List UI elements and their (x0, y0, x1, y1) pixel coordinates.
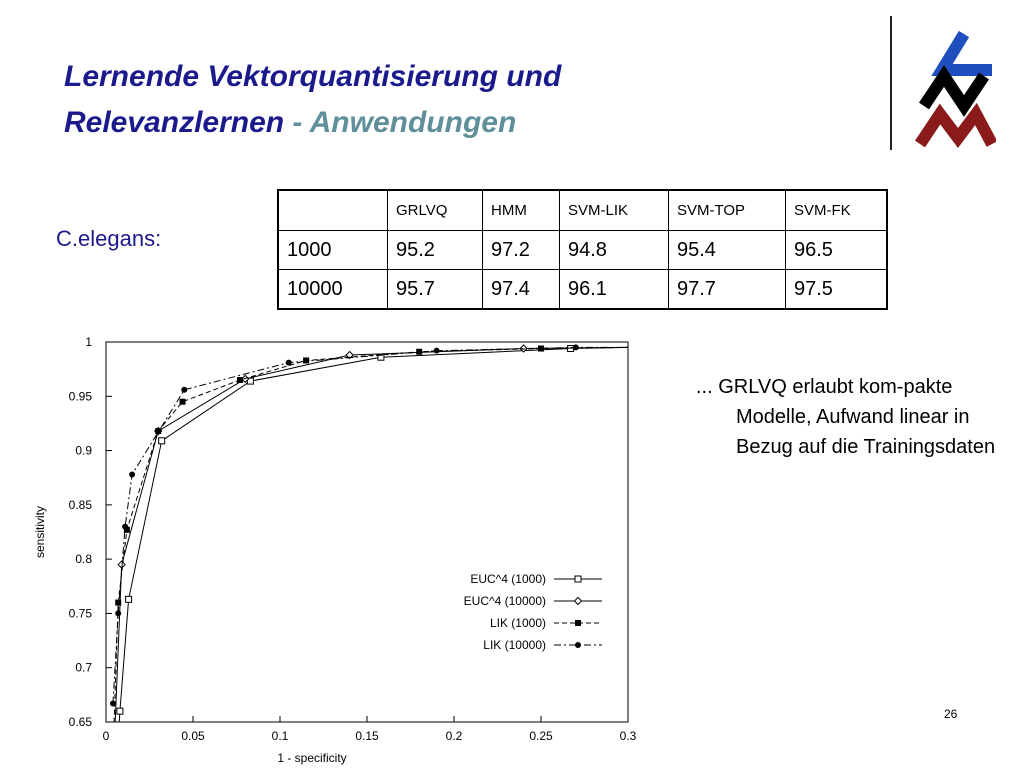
series-line (113, 347, 628, 703)
y-tick-label: 1 (85, 335, 92, 349)
data-point (115, 600, 121, 606)
data-point (122, 524, 128, 530)
data-point (126, 596, 132, 602)
data-point (110, 701, 116, 707)
table-cell: 97.7 (669, 270, 786, 310)
series-line (113, 347, 628, 766)
data-point (115, 610, 121, 616)
data-point (159, 438, 165, 444)
y-tick-label: 0.95 (68, 389, 92, 404)
series-line (113, 347, 628, 766)
data-point (181, 387, 187, 393)
x-tick-label: 0.15 (355, 729, 379, 743)
table-header-cell: SVM-TOP (669, 190, 786, 231)
series-line (113, 347, 628, 754)
table-header-cell (278, 190, 388, 231)
table-cell: 1000 (278, 231, 388, 270)
legend-label: LIK (10000) (483, 638, 546, 652)
data-point (286, 360, 292, 366)
y-axis-label: sensitivity (33, 505, 47, 559)
note-paragraph: ... GRLVQ erlaubt kom-pakte Modelle, Aufwand linear in Bezug auf die Trainingsdaten (696, 376, 996, 458)
table-cell: 97.5 (786, 270, 888, 310)
table-header-cell: HMM (483, 190, 560, 231)
y-tick-label: 0.8 (75, 552, 92, 567)
dataset-label: C.elegans: (56, 226, 162, 251)
x-tick-label: 0.25 (529, 729, 553, 743)
table-header-cell: SVM-LIK (560, 190, 669, 231)
x-tick-label: 0.05 (181, 729, 205, 743)
y-tick-label: 0.65 (68, 715, 92, 729)
y-tick-label: 0.85 (68, 497, 92, 512)
y-tick-label: 0.75 (68, 606, 92, 621)
roc-chart (24, 330, 644, 766)
x-tick-label: 0 (102, 729, 110, 743)
table-row (278, 231, 887, 270)
institute-logo-icon (912, 30, 996, 150)
y-tick-label: 0.9 (75, 443, 92, 458)
data-point (573, 344, 579, 350)
data-point (303, 357, 309, 363)
table-row (278, 270, 887, 310)
table-cell: 10000 (278, 270, 388, 310)
title-accent: - Anwendungen (284, 106, 517, 139)
data-point (575, 598, 582, 605)
data-point (180, 399, 186, 405)
header-divider (890, 16, 892, 150)
data-point (129, 471, 135, 477)
table-cell: 95.2 (388, 231, 483, 270)
table-cell: 96.5 (786, 231, 888, 270)
table-header-cell: GRLVQ (388, 190, 483, 231)
x-tick-label: 0.3 (619, 729, 637, 743)
x-tick-label: 0.1 (271, 729, 289, 743)
plot-area (110, 344, 628, 766)
slide-title (64, 54, 561, 146)
table-cell: 96.1 (560, 270, 669, 310)
page-number: 26 (944, 707, 958, 721)
table-cell: 95.7 (388, 270, 483, 310)
table-cell: 97.4 (483, 270, 560, 310)
table-header-cell: SVM-FK (786, 190, 888, 231)
y-tick-label: 0.7 (75, 660, 92, 675)
results-table (277, 189, 888, 310)
legend-label: EUC^4 (1000) (470, 572, 546, 586)
data-point (575, 620, 581, 626)
title-line-1: Lernende Vektorquantisierung und (64, 60, 562, 93)
x-tick-label: 0.2 (445, 729, 463, 743)
table-cell: 97.2 (483, 231, 560, 270)
x-axis-label: 1 - specificity (277, 751, 347, 765)
legend-label: LIK (1000) (489, 616, 546, 630)
data-point (434, 348, 440, 354)
data-point (155, 428, 161, 434)
note-text (696, 372, 1016, 462)
data-point (237, 377, 243, 383)
table-cell: 94.8 (560, 231, 669, 270)
table-header-row (278, 190, 887, 231)
table-cell: 95.4 (669, 231, 786, 270)
title-line-2: Relevanzlernen (64, 106, 285, 139)
data-point (575, 642, 581, 648)
data-point (117, 708, 123, 714)
legend-label: EUC^4 (10000) (463, 594, 546, 608)
data-point (575, 576, 581, 582)
